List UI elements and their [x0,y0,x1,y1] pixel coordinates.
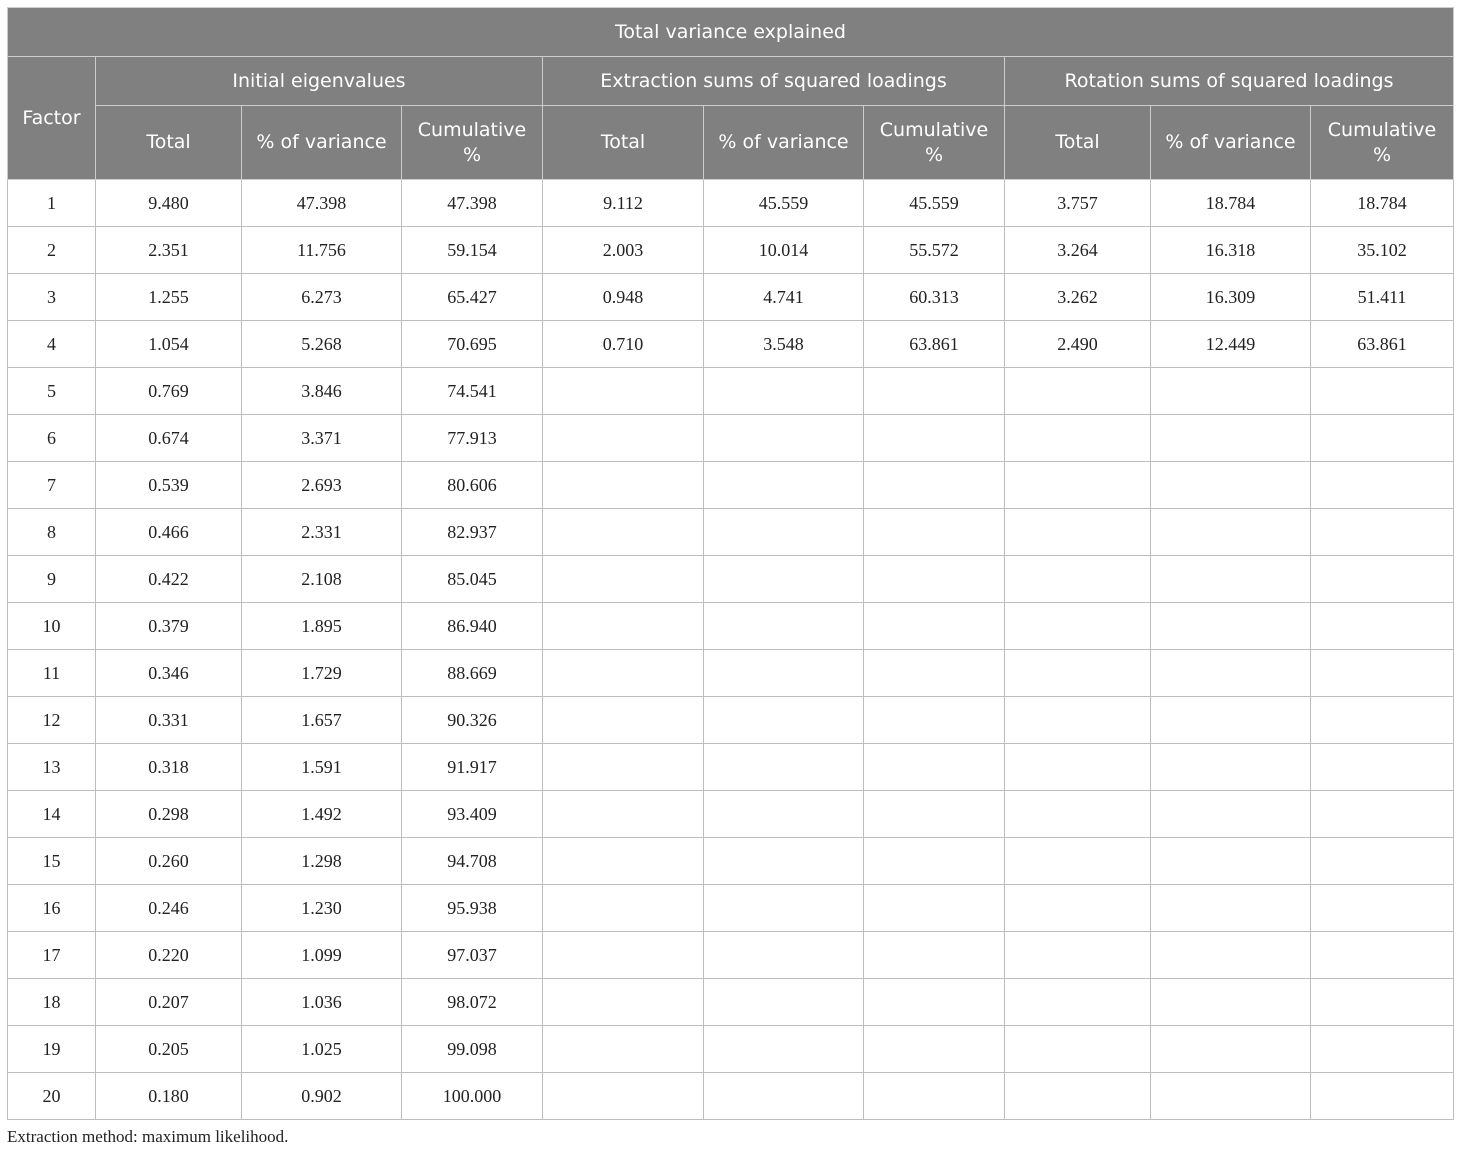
value-cell [1311,885,1454,932]
value-cell [704,744,864,791]
value-cell [1005,1026,1151,1073]
value-cell [543,744,704,791]
value-cell: 1.657 [242,697,402,744]
value-cell [864,979,1005,1026]
table-row [8,603,1454,650]
value-cell [1151,603,1311,650]
value-cell [1005,1073,1151,1120]
value-cell: 0.466 [96,509,242,556]
value-cell: 0.379 [96,603,242,650]
table-row [8,697,1454,744]
value-cell: 2.351 [96,227,242,274]
value-cell: 3.548 [704,321,864,368]
value-cell [543,603,704,650]
value-cell: 2.490 [1005,321,1151,368]
value-cell: 0.710 [543,321,704,368]
value-cell [864,697,1005,744]
value-cell [864,1026,1005,1073]
value-cell [704,885,864,932]
factor-cell: 2 [8,227,96,274]
value-cell [543,979,704,1026]
factor-cell: 12 [8,697,96,744]
value-cell: 0.207 [96,979,242,1026]
value-cell: 0.205 [96,1026,242,1073]
variance-table [7,7,1454,1120]
value-cell: 59.154 [402,227,543,274]
value-cell: 1.099 [242,932,402,979]
value-cell: 47.398 [242,180,402,227]
value-cell: 2.693 [242,462,402,509]
value-cell: 1.492 [242,791,402,838]
value-cell: 1.054 [96,321,242,368]
value-cell: 18.784 [1151,180,1311,227]
value-cell: 1.591 [242,744,402,791]
value-cell: 3.262 [1005,274,1151,321]
table-body [8,180,1454,1120]
value-cell [1151,368,1311,415]
value-cell: 0.674 [96,415,242,462]
table-row [8,1073,1454,1120]
value-cell: 85.045 [402,556,543,603]
value-cell: 1.036 [242,979,402,1026]
table-row [8,650,1454,697]
factor-header: Factor [8,57,96,180]
value-cell [1005,509,1151,556]
table-row [8,556,1454,603]
table-container [7,7,1453,1120]
value-cell: 0.180 [96,1073,242,1120]
subheader-percent-variance: % of variance [242,106,402,180]
table-row [8,979,1454,1026]
value-cell [864,650,1005,697]
value-cell: 94.708 [402,838,543,885]
value-cell: 0.260 [96,838,242,885]
subheader-cumulative: Cumulative % [864,106,1005,180]
value-cell [704,838,864,885]
value-cell [704,979,864,1026]
value-cell: 35.102 [1311,227,1454,274]
factor-cell: 8 [8,509,96,556]
value-cell: 60.313 [864,274,1005,321]
value-cell: 4.741 [704,274,864,321]
factor-cell: 15 [8,838,96,885]
value-cell: 82.937 [402,509,543,556]
value-cell: 2.108 [242,556,402,603]
value-cell [704,932,864,979]
value-cell: 11.756 [242,227,402,274]
value-cell: 99.098 [402,1026,543,1073]
value-cell [543,462,704,509]
value-cell [543,932,704,979]
value-cell: 9.480 [96,180,242,227]
table-row [8,227,1454,274]
subheader-cumulative: Cumulative % [402,106,543,180]
value-cell: 16.318 [1151,227,1311,274]
value-cell: 47.398 [402,180,543,227]
value-cell: 97.037 [402,932,543,979]
value-cell: 3.757 [1005,180,1151,227]
subheader-percent-variance: % of variance [1151,106,1311,180]
value-cell: 100.000 [402,1073,543,1120]
value-cell: 3.846 [242,368,402,415]
value-cell: 0.246 [96,885,242,932]
value-cell [543,509,704,556]
value-cell [543,1026,704,1073]
value-cell [1005,368,1151,415]
value-cell: 0.422 [96,556,242,603]
value-cell [1311,838,1454,885]
value-cell [864,838,1005,885]
value-cell [864,556,1005,603]
table-row [8,415,1454,462]
value-cell: 45.559 [864,180,1005,227]
value-cell [1311,932,1454,979]
value-cell [1151,697,1311,744]
value-cell: 18.784 [1311,180,1454,227]
table-row [8,791,1454,838]
factor-cell: 20 [8,1073,96,1120]
value-cell [543,415,704,462]
value-cell [1151,556,1311,603]
table-row [8,180,1454,227]
value-cell [1151,932,1311,979]
value-cell [543,838,704,885]
value-cell [864,932,1005,979]
table-row [8,932,1454,979]
value-cell [1151,415,1311,462]
table-row [8,274,1454,321]
value-cell: 0.902 [242,1073,402,1120]
value-cell: 3.264 [1005,227,1151,274]
value-cell: 0.298 [96,791,242,838]
value-cell: 0.331 [96,697,242,744]
table-row [8,744,1454,791]
value-cell [704,603,864,650]
value-cell [543,697,704,744]
value-cell [1311,744,1454,791]
factor-cell: 9 [8,556,96,603]
table-row [8,368,1454,415]
value-cell [1311,603,1454,650]
value-cell [864,368,1005,415]
value-cell [864,603,1005,650]
value-cell [704,697,864,744]
value-cell: 65.427 [402,274,543,321]
value-cell: 77.913 [402,415,543,462]
value-cell [1151,885,1311,932]
value-cell: 0.769 [96,368,242,415]
value-cell [1005,791,1151,838]
value-cell: 70.695 [402,321,543,368]
value-cell [1311,1026,1454,1073]
value-cell [704,509,864,556]
value-cell: 80.606 [402,462,543,509]
value-cell: 51.411 [1311,274,1454,321]
value-cell [1311,462,1454,509]
value-cell: 63.861 [1311,321,1454,368]
value-cell [1005,744,1151,791]
value-cell: 98.072 [402,979,543,1026]
factor-cell: 7 [8,462,96,509]
value-cell [1005,838,1151,885]
value-cell: 93.409 [402,791,543,838]
value-cell [704,415,864,462]
value-cell [1311,509,1454,556]
value-cell [1005,650,1151,697]
value-cell [1311,697,1454,744]
table-row [8,462,1454,509]
value-cell [1151,838,1311,885]
value-cell: 10.014 [704,227,864,274]
table-row [8,885,1454,932]
value-cell: 16.309 [1151,274,1311,321]
value-cell [543,1073,704,1120]
group-header-rotation: Rotation sums of squared loadings [1005,57,1454,106]
subheader-percent-variance: % of variance [704,106,864,180]
value-cell: 55.572 [864,227,1005,274]
value-cell: 1.895 [242,603,402,650]
value-cell [543,368,704,415]
value-cell: 6.273 [242,274,402,321]
subheader-total: Total [1005,106,1151,180]
value-cell [1311,979,1454,1026]
value-cell [1311,556,1454,603]
value-cell [1311,1073,1454,1120]
value-cell [1151,509,1311,556]
value-cell [1151,791,1311,838]
value-cell: 91.917 [402,744,543,791]
value-cell: 2.331 [242,509,402,556]
factor-cell: 19 [8,1026,96,1073]
value-cell [1151,1026,1311,1073]
value-cell [704,650,864,697]
value-cell [1005,932,1151,979]
value-cell: 5.268 [242,321,402,368]
value-cell: 1.230 [242,885,402,932]
value-cell [864,885,1005,932]
value-cell: 95.938 [402,885,543,932]
value-cell: 86.940 [402,603,543,650]
value-cell: 1.255 [96,274,242,321]
value-cell: 1.729 [242,650,402,697]
factor-cell: 5 [8,368,96,415]
value-cell: 1.025 [242,1026,402,1073]
factor-cell: 17 [8,932,96,979]
value-cell [704,556,864,603]
value-cell [864,1073,1005,1120]
value-cell [1151,744,1311,791]
value-cell [704,368,864,415]
value-cell: 63.861 [864,321,1005,368]
value-cell: 0.318 [96,744,242,791]
subheader-total: Total [96,106,242,180]
value-cell [704,791,864,838]
factor-cell: 14 [8,791,96,838]
value-cell [1311,791,1454,838]
value-cell: 0.346 [96,650,242,697]
factor-cell: 6 [8,415,96,462]
value-cell [864,462,1005,509]
value-cell [864,791,1005,838]
value-cell: 9.112 [543,180,704,227]
value-cell: 3.371 [242,415,402,462]
value-cell: 1.298 [242,838,402,885]
factor-cell: 16 [8,885,96,932]
value-cell [543,650,704,697]
value-cell [543,885,704,932]
value-cell [1005,697,1151,744]
value-cell [1005,556,1151,603]
value-cell [864,744,1005,791]
value-cell [1005,979,1151,1026]
factor-cell: 1 [8,180,96,227]
value-cell: 0.220 [96,932,242,979]
subheader-cumulative: Cumulative % [1311,106,1454,180]
value-cell [1005,415,1151,462]
group-header-initial-eigenvalues: Initial eigenvalues [96,57,543,106]
value-cell [864,415,1005,462]
table-row [8,321,1454,368]
value-cell [704,462,864,509]
table-row [8,838,1454,885]
value-cell [1005,885,1151,932]
value-cell [543,791,704,838]
value-cell [1151,650,1311,697]
value-cell: 90.326 [402,697,543,744]
value-cell [1151,462,1311,509]
value-cell [1005,603,1151,650]
value-cell [1311,650,1454,697]
value-cell [1311,415,1454,462]
value-cell: 74.541 [402,368,543,415]
factor-cell: 11 [8,650,96,697]
value-cell [1005,462,1151,509]
value-cell: 2.003 [543,227,704,274]
factor-cell: 10 [8,603,96,650]
value-cell: 88.669 [402,650,543,697]
value-cell [1311,368,1454,415]
value-cell [704,1026,864,1073]
table-title: Total variance explained [8,8,1454,57]
value-cell [864,509,1005,556]
factor-cell: 4 [8,321,96,368]
factor-cell: 18 [8,979,96,1026]
table-row [8,1026,1454,1073]
table-footnote: Extraction method: maximum likelihood. [7,1127,289,1146]
value-cell: 0.948 [543,274,704,321]
table-row [8,509,1454,556]
value-cell: 12.449 [1151,321,1311,368]
value-cell [543,556,704,603]
value-cell [1151,1073,1311,1120]
value-cell [1151,979,1311,1026]
subheader-total: Total [543,106,704,180]
value-cell [704,1073,864,1120]
value-cell: 0.539 [96,462,242,509]
value-cell: 45.559 [704,180,864,227]
group-header-extraction: Extraction sums of squared loadings [543,57,1005,106]
factor-cell: 3 [8,274,96,321]
factor-cell: 13 [8,744,96,791]
